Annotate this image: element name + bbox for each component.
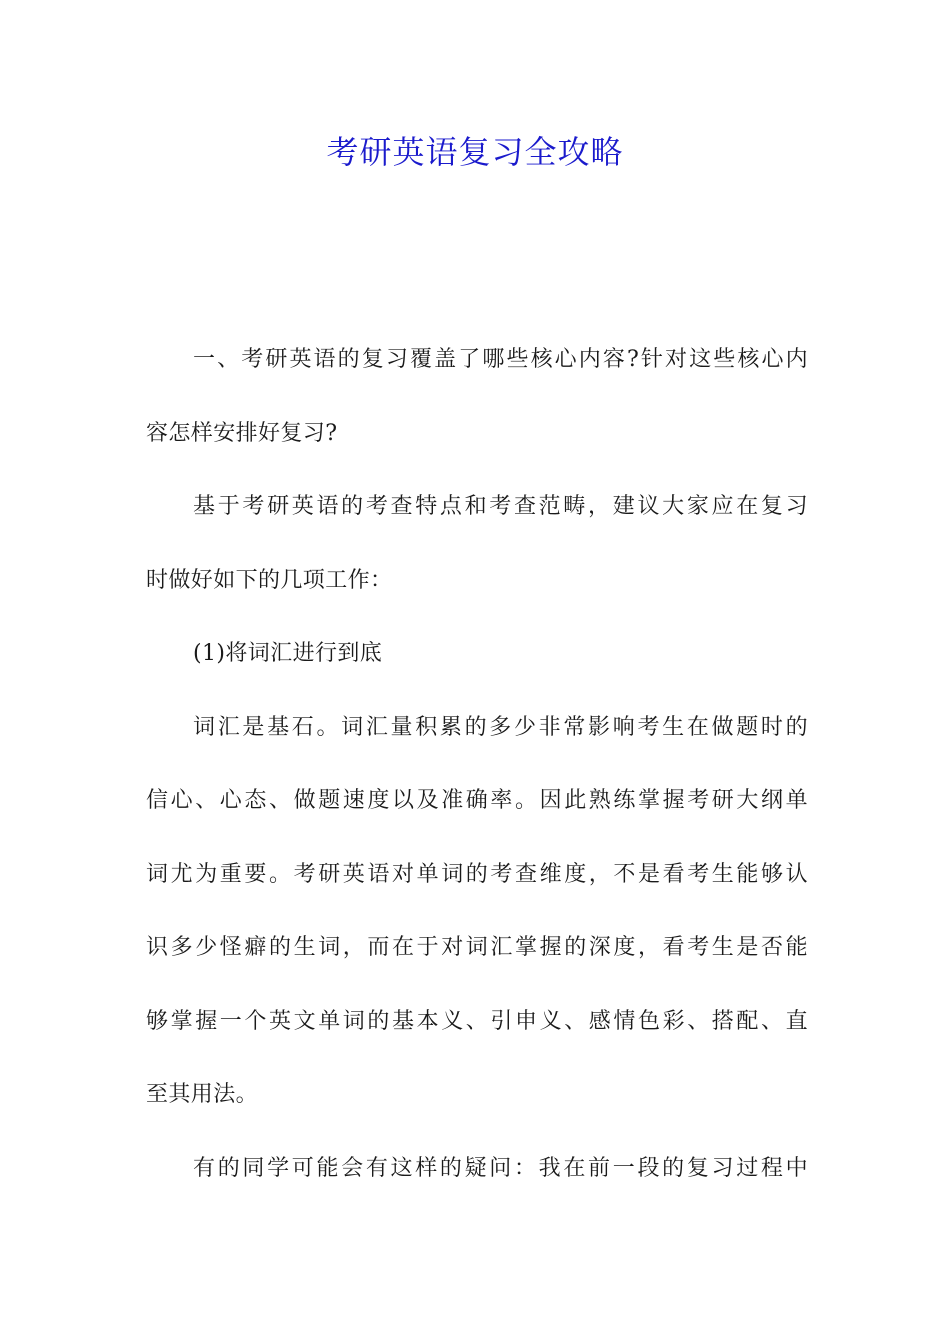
paragraph-line: 词尤为重要。考研英语对单词的考查维度，不是看考生能够认 [146,861,808,887]
paragraph-line: 时做好如下的几项工作： [146,567,393,593]
paragraph-line: 够掌握一个英文单词的基本义、引申义、感情色彩、搭配、直 [146,1008,808,1034]
document-title: 考研英语复习全攻略 [326,133,624,171]
paragraph-line: 基于考研英语的考查特点和考查范畴，建议大家应在复习 [193,494,808,519]
paragraph-line: 词汇是基石。词汇量积累的多少非常影响考生在做题时的 [193,714,808,740]
paragraph-line: 容怎样安排好复习? [146,420,338,446]
section-heading: (1)将词汇进行到底 [193,641,383,666]
paragraph-line: 有的同学可能会有这样的疑问：我在前一段的复习过程中 [193,1155,808,1181]
paragraph-line: 信心、心态、做题速度以及准确率。因此熟练掌握考研大纲单 [146,788,808,813]
paragraph-line: 一、考研英语的复习覆盖了哪些核心内容?针对这些核心内 [193,347,808,372]
document-body [146,334,808,1216]
paragraph-line: 识多少怪癖的生词，而在于对词汇掌握的深度，看考生是否能 [146,935,808,960]
paragraph-line: 至其用法。 [146,1082,259,1107]
